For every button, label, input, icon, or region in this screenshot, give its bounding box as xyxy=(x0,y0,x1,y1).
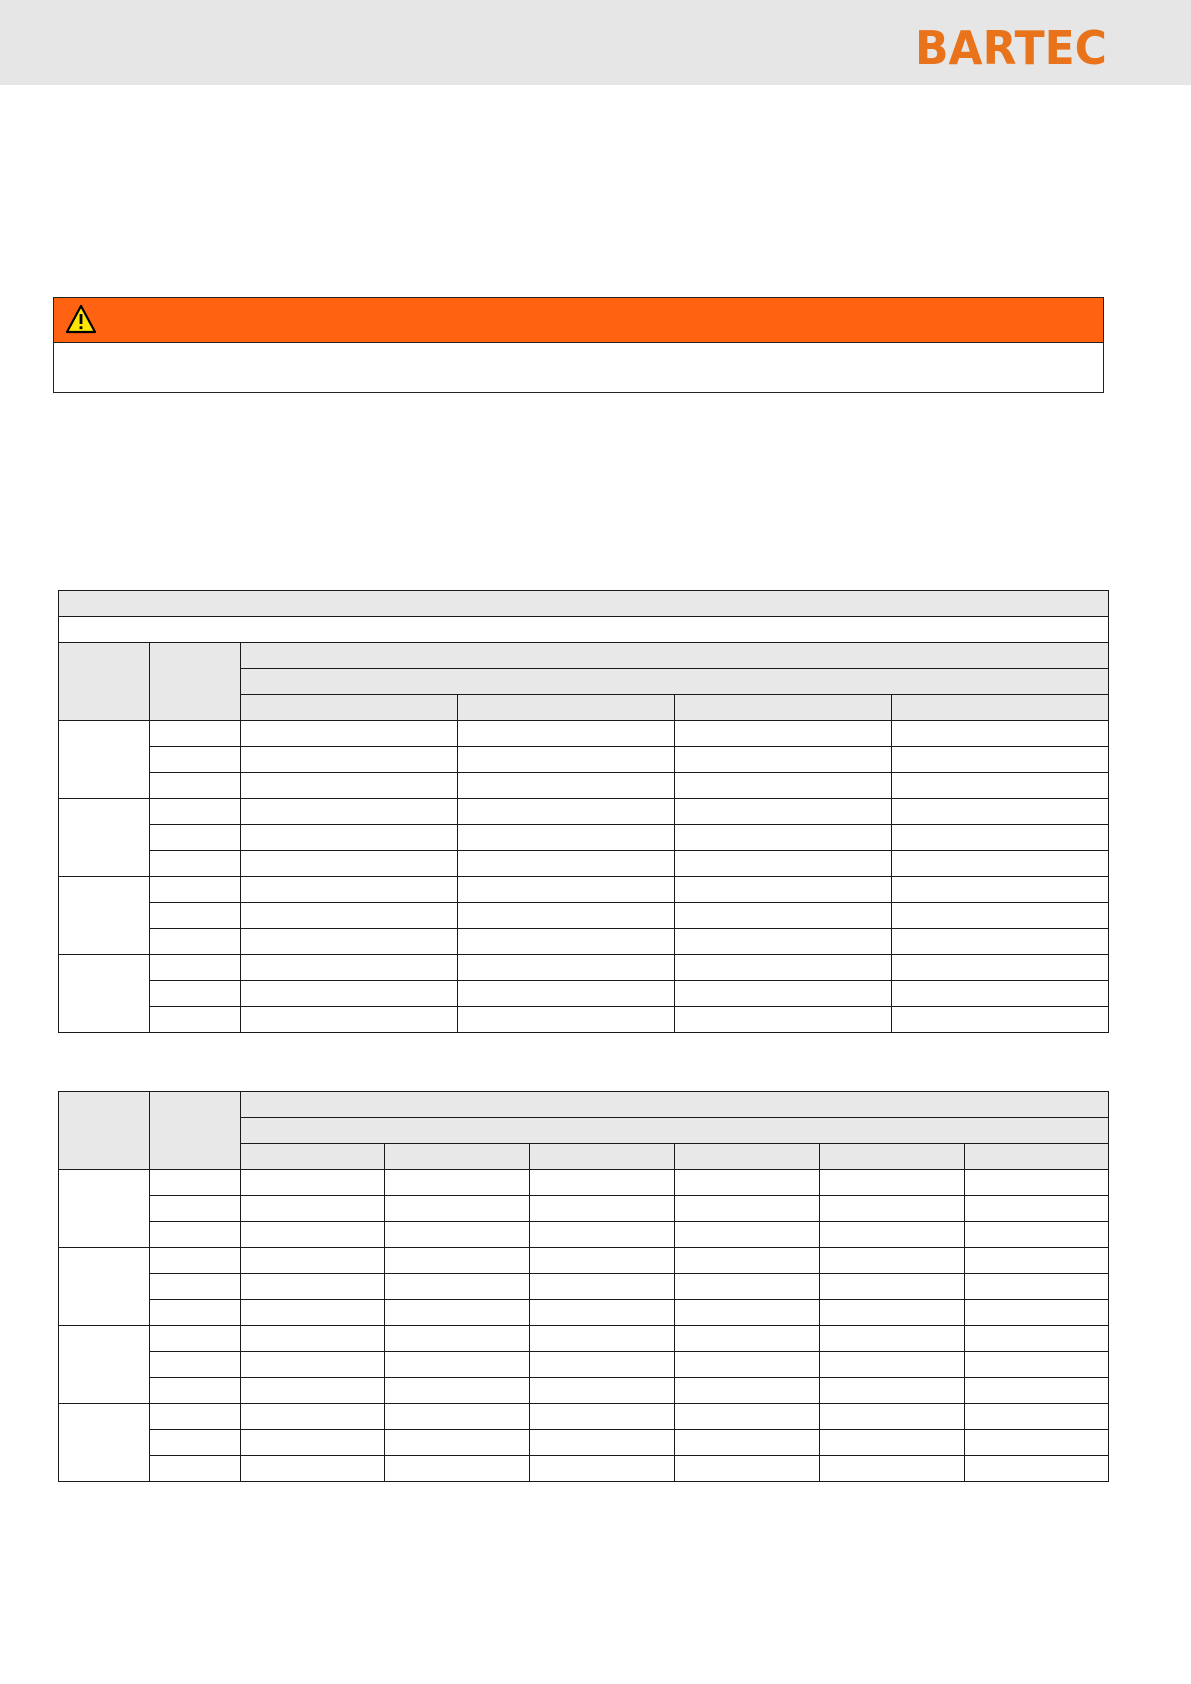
table-cell xyxy=(965,1300,1109,1326)
table-cell xyxy=(385,1378,530,1404)
table2-corner-header-1 xyxy=(59,1092,150,1170)
table2-corner-header-2 xyxy=(150,1092,241,1170)
table-cell xyxy=(241,1248,385,1274)
table-cell xyxy=(675,955,892,981)
table-row xyxy=(59,747,1109,773)
table-cell xyxy=(385,1300,530,1326)
table-cell xyxy=(675,981,892,1007)
table-cell xyxy=(385,1326,530,1352)
row-label xyxy=(150,1274,241,1300)
table-cell xyxy=(241,1352,385,1378)
table-cell xyxy=(820,1456,965,1482)
table-cell xyxy=(675,825,892,851)
row-label xyxy=(150,1430,241,1456)
table-cell xyxy=(385,1248,530,1274)
table2-body xyxy=(59,1170,1109,1482)
table-cell xyxy=(675,1274,820,1300)
row-group-label xyxy=(59,1170,150,1248)
row-label xyxy=(150,1352,241,1378)
spec-table-1 xyxy=(58,590,1109,1033)
table1-corner-header-2 xyxy=(150,643,241,721)
table-cell xyxy=(530,1222,675,1248)
table-cell xyxy=(530,1378,675,1404)
table-cell xyxy=(892,799,1109,825)
table-cell xyxy=(892,903,1109,929)
warning-header-bar xyxy=(54,298,1103,343)
table2-group-header-1 xyxy=(241,1092,1109,1118)
table-cell xyxy=(530,1456,675,1482)
row-group-label xyxy=(59,799,150,877)
table-row xyxy=(59,981,1109,1007)
row-label xyxy=(150,851,241,877)
table-cell xyxy=(892,773,1109,799)
table-row xyxy=(59,1222,1109,1248)
table-cell xyxy=(385,1404,530,1430)
table-cell xyxy=(965,1170,1109,1196)
table-row xyxy=(59,929,1109,955)
table1-body xyxy=(59,721,1109,1033)
table-cell xyxy=(820,1404,965,1430)
table2-col-header xyxy=(241,1144,385,1170)
table-cell xyxy=(385,1170,530,1196)
table-cell xyxy=(241,1378,385,1404)
table-cell xyxy=(458,825,675,851)
table-row xyxy=(59,1404,1109,1430)
table-cell xyxy=(965,1378,1109,1404)
table-cell xyxy=(675,1007,892,1033)
table-cell xyxy=(458,981,675,1007)
table-cell xyxy=(965,1222,1109,1248)
table1-col-header xyxy=(675,695,892,721)
table-cell xyxy=(820,1430,965,1456)
table-cell xyxy=(892,877,1109,903)
table-cell xyxy=(675,747,892,773)
row-label xyxy=(150,1248,241,1274)
table1-col-header xyxy=(241,695,458,721)
row-label xyxy=(150,1456,241,1482)
table1-group-header-2 xyxy=(241,669,1109,695)
table-cell xyxy=(675,1352,820,1378)
table-cell xyxy=(241,1456,385,1482)
row-label xyxy=(150,721,241,747)
table-row xyxy=(59,721,1109,747)
table-cell xyxy=(675,773,892,799)
table-cell xyxy=(820,1248,965,1274)
table-cell xyxy=(675,1404,820,1430)
table-cell xyxy=(530,1300,675,1326)
table-cell xyxy=(385,1196,530,1222)
table-row xyxy=(59,825,1109,851)
table-cell xyxy=(820,1326,965,1352)
table-cell xyxy=(241,1222,385,1248)
row-label xyxy=(150,903,241,929)
table-cell xyxy=(241,1430,385,1456)
table-cell xyxy=(965,1196,1109,1222)
table-cell xyxy=(675,877,892,903)
table2-col-header xyxy=(675,1144,820,1170)
table-cell xyxy=(675,1430,820,1456)
row-label xyxy=(150,1404,241,1430)
row-label xyxy=(150,1326,241,1352)
table-cell xyxy=(675,1222,820,1248)
table-row xyxy=(59,1430,1109,1456)
warning-triangle-icon xyxy=(65,304,97,334)
row-label xyxy=(150,981,241,1007)
table-row xyxy=(59,955,1109,981)
table-row xyxy=(59,1378,1109,1404)
table-cell xyxy=(241,1326,385,1352)
table-cell xyxy=(892,929,1109,955)
table-cell xyxy=(675,1456,820,1482)
table2-col-header xyxy=(820,1144,965,1170)
table-cell xyxy=(820,1274,965,1300)
table-cell xyxy=(458,1007,675,1033)
table-row xyxy=(59,1007,1109,1033)
table-cell xyxy=(530,1170,675,1196)
table-cell xyxy=(675,1248,820,1274)
table-cell xyxy=(892,747,1109,773)
table-cell xyxy=(385,1274,530,1300)
row-label xyxy=(150,929,241,955)
table-cell xyxy=(820,1378,965,1404)
table-row xyxy=(59,1170,1109,1196)
table1-subtitle xyxy=(59,617,1109,643)
table-cell xyxy=(820,1300,965,1326)
table-row xyxy=(59,1352,1109,1378)
table-cell xyxy=(675,1196,820,1222)
table-cell xyxy=(820,1170,965,1196)
table-cell xyxy=(965,1326,1109,1352)
table-row xyxy=(59,1248,1109,1274)
row-group-label xyxy=(59,955,150,1033)
table-row xyxy=(59,1326,1109,1352)
svg-text:BARTEC: BARTEC xyxy=(915,22,1107,70)
warning-box xyxy=(53,297,1104,393)
table-cell xyxy=(458,721,675,747)
row-group-label xyxy=(59,1404,150,1482)
table1-col-header xyxy=(892,695,1109,721)
table2-col-header xyxy=(385,1144,530,1170)
spec-table-2 xyxy=(58,1091,1109,1482)
table-cell xyxy=(458,851,675,877)
table-cell xyxy=(530,1404,675,1430)
table-cell xyxy=(241,903,458,929)
row-label xyxy=(150,877,241,903)
row-label xyxy=(150,799,241,825)
table2-col-header xyxy=(530,1144,675,1170)
table-cell xyxy=(241,877,458,903)
table-cell xyxy=(241,851,458,877)
table-cell xyxy=(458,955,675,981)
table-cell xyxy=(530,1352,675,1378)
table-cell xyxy=(385,1222,530,1248)
table-row xyxy=(59,799,1109,825)
table-cell xyxy=(892,981,1109,1007)
table-cell xyxy=(385,1456,530,1482)
table-row xyxy=(59,773,1109,799)
table-row xyxy=(59,903,1109,929)
row-group-label xyxy=(59,1326,150,1404)
table-cell xyxy=(241,1300,385,1326)
row-label xyxy=(150,1007,241,1033)
page-header-band xyxy=(0,0,1191,85)
table-cell xyxy=(530,1274,675,1300)
table-cell xyxy=(241,1170,385,1196)
table-cell xyxy=(458,799,675,825)
table-cell xyxy=(965,1456,1109,1482)
table-cell xyxy=(820,1196,965,1222)
table-cell xyxy=(458,929,675,955)
table-cell xyxy=(458,747,675,773)
table-row xyxy=(59,1300,1109,1326)
row-label xyxy=(150,1222,241,1248)
table-cell xyxy=(241,955,458,981)
row-label xyxy=(150,1378,241,1404)
table-cell xyxy=(241,721,458,747)
table-cell xyxy=(241,747,458,773)
table-cell xyxy=(241,929,458,955)
row-group-label xyxy=(59,1248,150,1326)
table-cell xyxy=(820,1352,965,1378)
table-cell xyxy=(530,1430,675,1456)
table-cell xyxy=(530,1196,675,1222)
table-cell xyxy=(675,903,892,929)
table-cell xyxy=(892,825,1109,851)
table-cell xyxy=(241,1007,458,1033)
table2-group-header-2 xyxy=(241,1118,1109,1144)
row-label xyxy=(150,825,241,851)
table-cell xyxy=(385,1430,530,1456)
table-row xyxy=(59,1456,1109,1482)
row-group-label xyxy=(59,721,150,799)
table1-group-header-1 xyxy=(241,643,1109,669)
table-cell xyxy=(530,1326,675,1352)
table-cell xyxy=(530,1248,675,1274)
table-cell xyxy=(675,851,892,877)
table-cell xyxy=(965,1274,1109,1300)
table-cell xyxy=(385,1352,530,1378)
table-cell xyxy=(675,929,892,955)
table-cell xyxy=(675,1378,820,1404)
table2-col-header xyxy=(965,1144,1109,1170)
table-row xyxy=(59,1196,1109,1222)
table-cell xyxy=(892,1007,1109,1033)
row-group-label xyxy=(59,877,150,955)
table-cell xyxy=(458,773,675,799)
table1-corner-header-1 xyxy=(59,643,150,721)
table-cell xyxy=(675,1170,820,1196)
table-cell xyxy=(241,1196,385,1222)
table-cell xyxy=(965,1248,1109,1274)
row-label xyxy=(150,773,241,799)
table-cell xyxy=(965,1404,1109,1430)
table-cell xyxy=(675,799,892,825)
row-label xyxy=(150,955,241,981)
table-cell xyxy=(675,1300,820,1326)
table-cell xyxy=(241,1274,385,1300)
table-cell xyxy=(241,799,458,825)
table-cell xyxy=(892,955,1109,981)
table-cell xyxy=(675,1326,820,1352)
table-cell xyxy=(458,877,675,903)
row-label xyxy=(150,1196,241,1222)
table-cell xyxy=(241,1404,385,1430)
row-label xyxy=(150,747,241,773)
table-cell xyxy=(458,903,675,929)
bartec-logo xyxy=(915,22,1110,70)
table1-title xyxy=(59,591,1109,617)
table1-col-header xyxy=(458,695,675,721)
table-cell xyxy=(965,1352,1109,1378)
table-cell xyxy=(892,721,1109,747)
table-cell xyxy=(241,981,458,1007)
table-row xyxy=(59,1274,1109,1300)
row-label xyxy=(150,1170,241,1196)
table-cell xyxy=(892,851,1109,877)
table-row xyxy=(59,851,1109,877)
table-row xyxy=(59,877,1109,903)
table-cell xyxy=(675,721,892,747)
table-cell xyxy=(965,1430,1109,1456)
table-cell xyxy=(820,1222,965,1248)
table-cell xyxy=(241,825,458,851)
table-cell xyxy=(241,773,458,799)
row-label xyxy=(150,1300,241,1326)
